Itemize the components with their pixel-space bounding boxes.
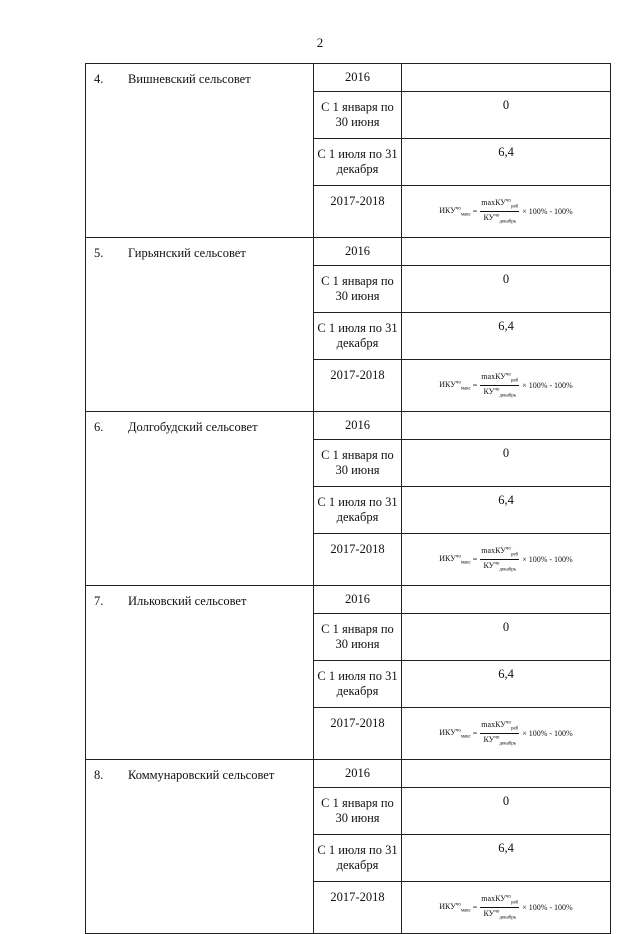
period-cell: С 1 января по 30 июня <box>314 788 402 835</box>
formula-fraction: $\frac{\max КУ^{чо}_{реб}}{КУ^{чо}_{декабрь}}$ <box>481 372 519 399</box>
year-cell: 2016 <box>314 586 402 614</box>
period-cell: С 1 июля по 31 декабря <box>314 139 402 186</box>
value-cell: 0 <box>402 266 611 313</box>
table-row <box>86 64 611 92</box>
formula-equals: = <box>470 381 478 390</box>
row-number: 8. <box>94 768 104 782</box>
settlement-name: Коммунаровский сельсовет <box>128 768 275 782</box>
year-cell: 2016 <box>314 760 402 788</box>
settlement-name: Вишневский сельсовет <box>128 72 251 86</box>
formula-fraction: $\frac{\max КУ^{чо}_{реб}}{КУ^{чо}_{декабрь}}$ <box>481 894 519 921</box>
period-cell: С 1 января по 30 июня <box>314 92 402 139</box>
formula-equals: = <box>470 903 478 912</box>
table-row <box>86 238 611 266</box>
value-cell: 6,4 <box>402 313 611 360</box>
period-cell: 2017-2018 <box>314 186 402 238</box>
table-row <box>86 760 611 788</box>
year-value-cell <box>402 412 611 440</box>
tariff-table <box>85 63 611 934</box>
row-number: 7. <box>94 594 104 608</box>
table-row <box>86 412 611 440</box>
period-cell: 2017-2018 <box>314 708 402 760</box>
formula-fraction: $\frac{\max КУ^{чо}_{реб}}{КУ^{чо}_{декабрь}}$ <box>481 546 519 573</box>
settlement-name: Долгобудский сельсовет <box>128 420 258 434</box>
settlement-cell <box>86 412 314 586</box>
year-cell: 2016 <box>314 238 402 266</box>
formula-cell <box>402 708 611 760</box>
formula-cell <box>402 534 611 586</box>
year-value-cell <box>402 64 611 92</box>
year-cell: 2016 <box>314 412 402 440</box>
formula-lhs: $ИКУ^{чо}_{макс}$ <box>439 727 471 740</box>
period-cell: 2017-2018 <box>314 882 402 934</box>
formula-equals: = <box>470 729 478 738</box>
value-cell: 6,4 <box>402 835 611 882</box>
year-value-cell <box>402 760 611 788</box>
row-number: 5. <box>94 246 104 260</box>
formula-equals: = <box>470 555 478 564</box>
settlement-name: Гирьянский сельсовет <box>128 246 246 260</box>
growth-formula <box>439 720 572 746</box>
growth-formula <box>439 546 572 572</box>
period-cell: С 1 января по 30 июня <box>314 614 402 661</box>
settlement-cell <box>86 760 314 934</box>
table-row <box>86 586 611 614</box>
formula-lhs: $ИКУ^{чо}_{макс}$ <box>439 205 471 218</box>
growth-formula <box>439 372 572 398</box>
formula-tail: × 100% - 100% <box>522 207 573 216</box>
growth-formula <box>439 894 572 920</box>
formula-cell <box>402 360 611 412</box>
year-value-cell <box>402 238 611 266</box>
year-value-cell <box>402 586 611 614</box>
period-cell: 2017-2018 <box>314 534 402 586</box>
formula-tail: × 100% - 100% <box>522 381 573 390</box>
period-cell: С 1 июля по 31 декабря <box>314 661 402 708</box>
value-cell: 6,4 <box>402 139 611 186</box>
period-cell: 2017-2018 <box>314 360 402 412</box>
value-cell: 0 <box>402 614 611 661</box>
formula-cell <box>402 186 611 238</box>
formula-lhs: $ИКУ^{чо}_{макс}$ <box>439 379 471 392</box>
period-cell: С 1 января по 30 июня <box>314 440 402 487</box>
value-cell: 0 <box>402 440 611 487</box>
settlement-name: Ильковский сельсовет <box>128 594 247 608</box>
formula-lhs: $ИКУ^{чо}_{макс}$ <box>439 901 471 914</box>
formula-tail: × 100% - 100% <box>522 729 573 738</box>
period-cell: С 1 июля по 31 декабря <box>314 487 402 534</box>
page-number: 2 <box>316 35 324 50</box>
formula-fraction: $\frac{\max КУ^{чо}_{реб}}{КУ^{чо}_{декабрь}}$ <box>481 198 519 225</box>
value-cell: 0 <box>402 788 611 835</box>
row-number: 4. <box>94 72 104 86</box>
settlement-cell <box>86 64 314 238</box>
period-cell: С 1 июля по 31 декабря <box>314 313 402 360</box>
formula-tail: × 100% - 100% <box>522 555 573 564</box>
formula-lhs: $ИКУ^{чо}_{макс}$ <box>439 553 471 566</box>
value-cell: 6,4 <box>402 661 611 708</box>
settlement-cell <box>86 238 314 412</box>
formula-fraction: $\frac{\max КУ^{чо}_{реб}}{КУ^{чо}_{декабрь}}$ <box>481 720 519 747</box>
formula-equals: = <box>470 207 478 216</box>
growth-formula <box>439 198 572 224</box>
formula-cell <box>402 882 611 934</box>
period-cell: С 1 июля по 31 декабря <box>314 835 402 882</box>
year-cell: 2016 <box>314 64 402 92</box>
period-cell: С 1 января по 30 июня <box>314 266 402 313</box>
formula-tail: × 100% - 100% <box>522 903 573 912</box>
row-number: 6. <box>94 420 104 434</box>
value-cell: 6,4 <box>402 487 611 534</box>
value-cell: 0 <box>402 92 611 139</box>
settlement-cell <box>86 586 314 760</box>
